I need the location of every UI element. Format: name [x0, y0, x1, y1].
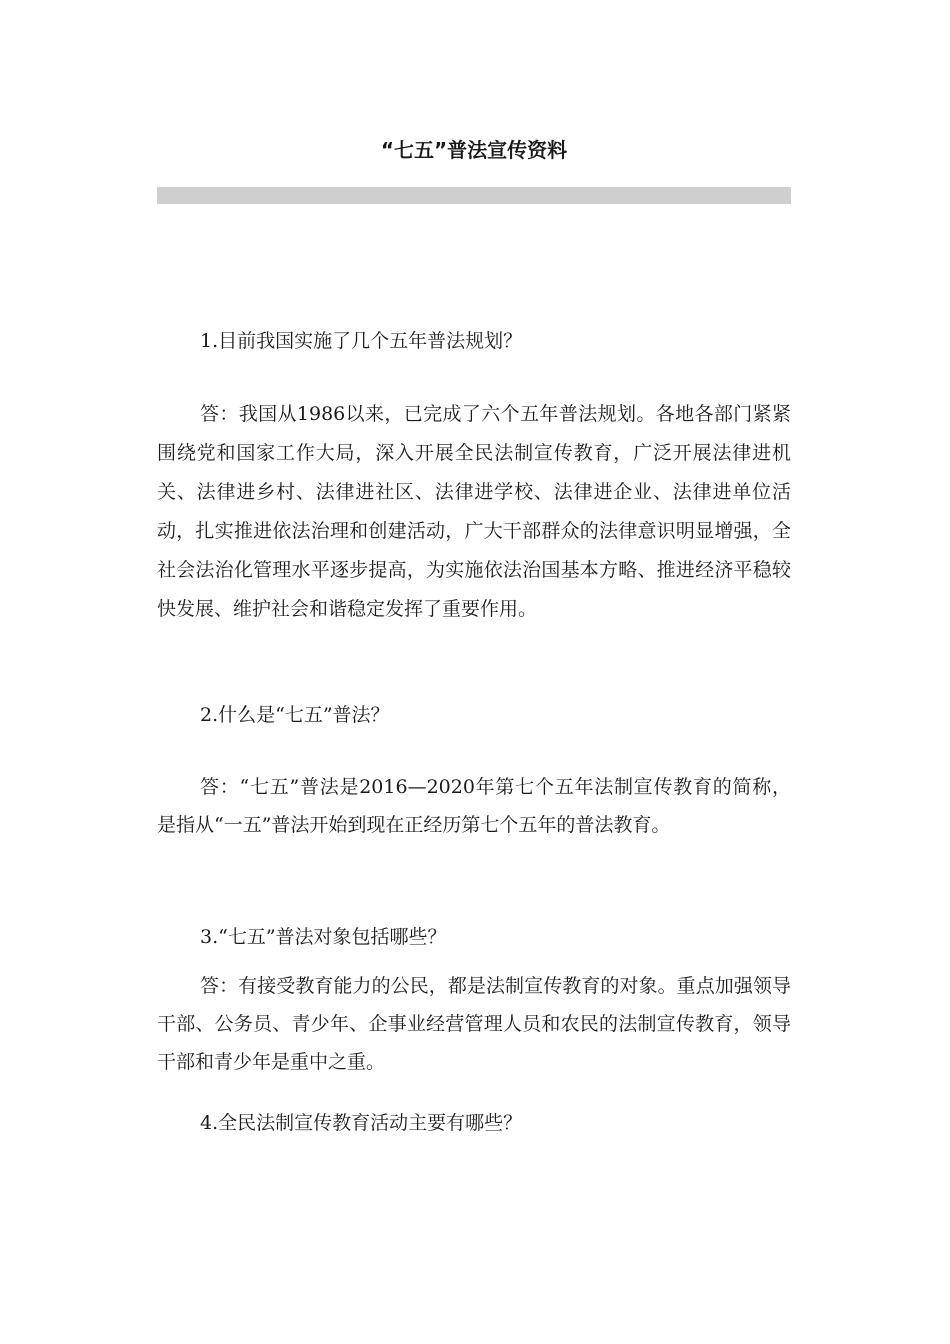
- question-2: 2.什么是“七五”普法？: [200, 704, 390, 726]
- question-1: 1.目前我国实施了几个五年普法规划？: [200, 330, 523, 352]
- answer-2: 答：“七五”普法是2016—2020年第七个五年法制宣传教育的简称，是指从“一五”普法开始到现在正经历第七个五年的普法教育。: [157, 776, 791, 836]
- answer-3: 答：有接受教育能力的公民，都是法制宣传教育的对象。重点加强领导干部、公务员、青少年、企事业经营管理人员和农民的法制宣传教育，领导干部和青少年是重中之重。: [157, 975, 791, 1073]
- document-title: “七五”普法宣传资料: [380, 138, 568, 162]
- answer-1: 答：我国从1986以来，已完成了六个五年普法规划。各地各部门紧紧围绕党和国家工作大局，深入开展全民法制宣传教育，广泛开展法律进机关、法律进乡村、法律进社区、法律进学校、法律进企业、法律进单位活动，扎实推进依法治理和创建活动，广大干部群众的法律意识明显增强，全社会法治化管理水平逐步提高，为实施依法治国基本方略、推进经济平稳较快发展、维护社会和谐稳定发挥了重要作用。: [157, 403, 791, 620]
- question-3: 3.“七五”普法对象包括哪些？: [200, 926, 447, 948]
- title-divider-bar: [157, 187, 791, 204]
- question-4: 4.全民法制宣传教育活动主要有哪些？: [200, 1112, 523, 1134]
